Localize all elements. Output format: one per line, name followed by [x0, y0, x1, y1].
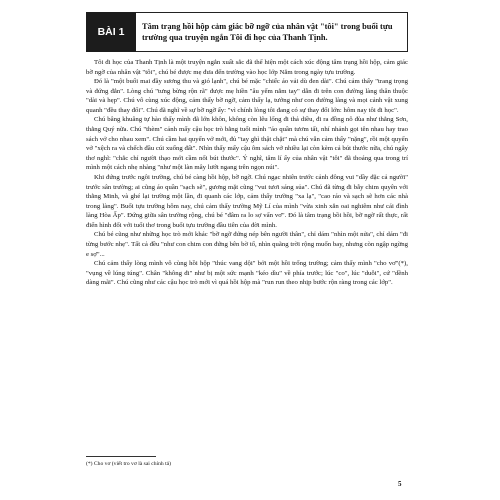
lesson-badge: BÀI 1	[86, 12, 136, 52]
paragraph: Chú bâng khuâng tự hào thấy mình đã lớn khôn, không còn lêu lổng đi thả diều, đi ra đồng nô đùa như thằng Sơn, thằng Quý nữa. Chú "thèm" cảnh mấy cậu học trò bằng tuổi mình "áo quần tươm tất, nhí nhảnh gọi tên nhau hay trao sách vở cho nhau xem". Chú cầm hai quyển vở mới, đủ "tay ghì thật chặt" mà chú vẫn cảm thấy "nặng", rồi một quyển vở "xệch ra và chếch đầu cúi xuống đất". Nhìn thấy mấy cậu ôm sách vở nhiều lại còn kèm cả bút thước nữa, chú ngây thơ nghĩ: "chắc chỉ người thạo mới cầm nổi bút thước". Ý nghĩ, tâm lí ấy của nhân vật "tôi" đã thoáng qua trong trí mình một cách nhẹ nhàng "như một làn mây lướt ngang trên ngọn núi".	[86, 116, 408, 172]
paragraph: Chú bé cũng như những học trò mới khác "bỡ ngỡ đứng nép bên người thân", chỉ dám "nhìn một nửa", chỉ dám "đi từng bước nhẹ". Tất cả đều "như con chim con đứng bên bờ tổ, nhìn quãng trời rộng muốn bay, nhưng còn ngập ngừng e sợ"...	[86, 231, 408, 258]
footnote-divider	[86, 456, 156, 457]
paragraph: Khi đứng trước ngôi trường, chú bé càng hồi hộp, bỡ ngỡ. Chú ngạc nhiên trước cảnh đông vui "dầy đặc cả người" trước sân trường; ai cũng áo quần "sạch sẽ", gương mặt cũng "vui tươi sáng sủa". Chú đã từng đi bẫy chim quyên với thằng Minh, và ghé lại trường một lần, đi quanh các lớp, cảm thấy trường "xa lạ", "cao ráo và sạch sẽ hơn các nhà trong làng". Buổi tựu trường hôm nay, chú cảm thấy trường Mỹ Lí của mình "vừa xinh xắn oai nghiêm như cái đình làng Hòa Ấp". Đứng giữa sân trường rộng, chú bé "đâm ra lo sợ vẩn vơ". Đó là tâm trạng bồi hồi, bỡ ngỡ rất thực, rất điển hình đối với tuổi thơ trong buổi tựu trường đầu tiên của đời mình.	[86, 173, 408, 229]
essay-body	[86, 58, 408, 288]
lesson-title: Tâm trạng hồi hộp cảm giác bỡ ngỡ của nhân vật "tôi" trong buổi tựu trường qua truyện ngắn Tôi đi học của Thanh Tịnh.	[136, 12, 408, 52]
page-number: 5	[398, 480, 402, 488]
lesson-header	[86, 12, 408, 52]
paragraph: Chú cảm thấy lòng mình vô cùng hồi hộp "thúc vang dội" bởi một hồi trống trường; cảm thấy mình "cho vơ"(*), "vụng về lúng túng". Chân "không đi" như bị một sức mạnh "kéo dìu" về phía trước; lúc "co", lúc "duỗi", cứ "dềnh dàng mãi". Chú cũng như các cậu học trò mới vì quá hồi hộp mà "run run theo nhịp bước rộn ràng trong các lớp".	[86, 260, 408, 287]
paragraph: Tôi đi học của Thanh Tịnh là một truyện ngắn xuất sắc đã thể hiện một cách xúc động tâm trạng hồi hộp, cảm giác bỡ ngỡ của nhân vật "tôi", chú bé được mẹ đưa đến trường vào học lớp Năm trong ngày tựu trường.	[86, 59, 408, 76]
footnote: (*) Cho vơ (viết tro vơ là sai chính tả)	[86, 461, 171, 467]
paragraph: Đó là "một buổi mai đầy sương thu và gió lạnh", chú bé mặc "chiếc áo vải dù đen dài". Chú cảm thấy "trang trọng và đứng đắn". Lòng chú "tưng bừng rộn rã" được mẹ hiền "âu yếm nắm tay" dẫn đi trên con đường làng thân thuộc "dài và hẹp". Chú vô cùng xúc động, cảm thấy bỡ ngỡ, cảm thấy lạ, tưởng như con đường làng và mọi cảnh vật xung quanh "đều thay đổi". Chú đã nghĩ về sự bỡ ngỡ ấy: "vì chính lòng tôi đang có sự thay đổi lớn: hôm nay tôi đi học".	[86, 78, 408, 114]
